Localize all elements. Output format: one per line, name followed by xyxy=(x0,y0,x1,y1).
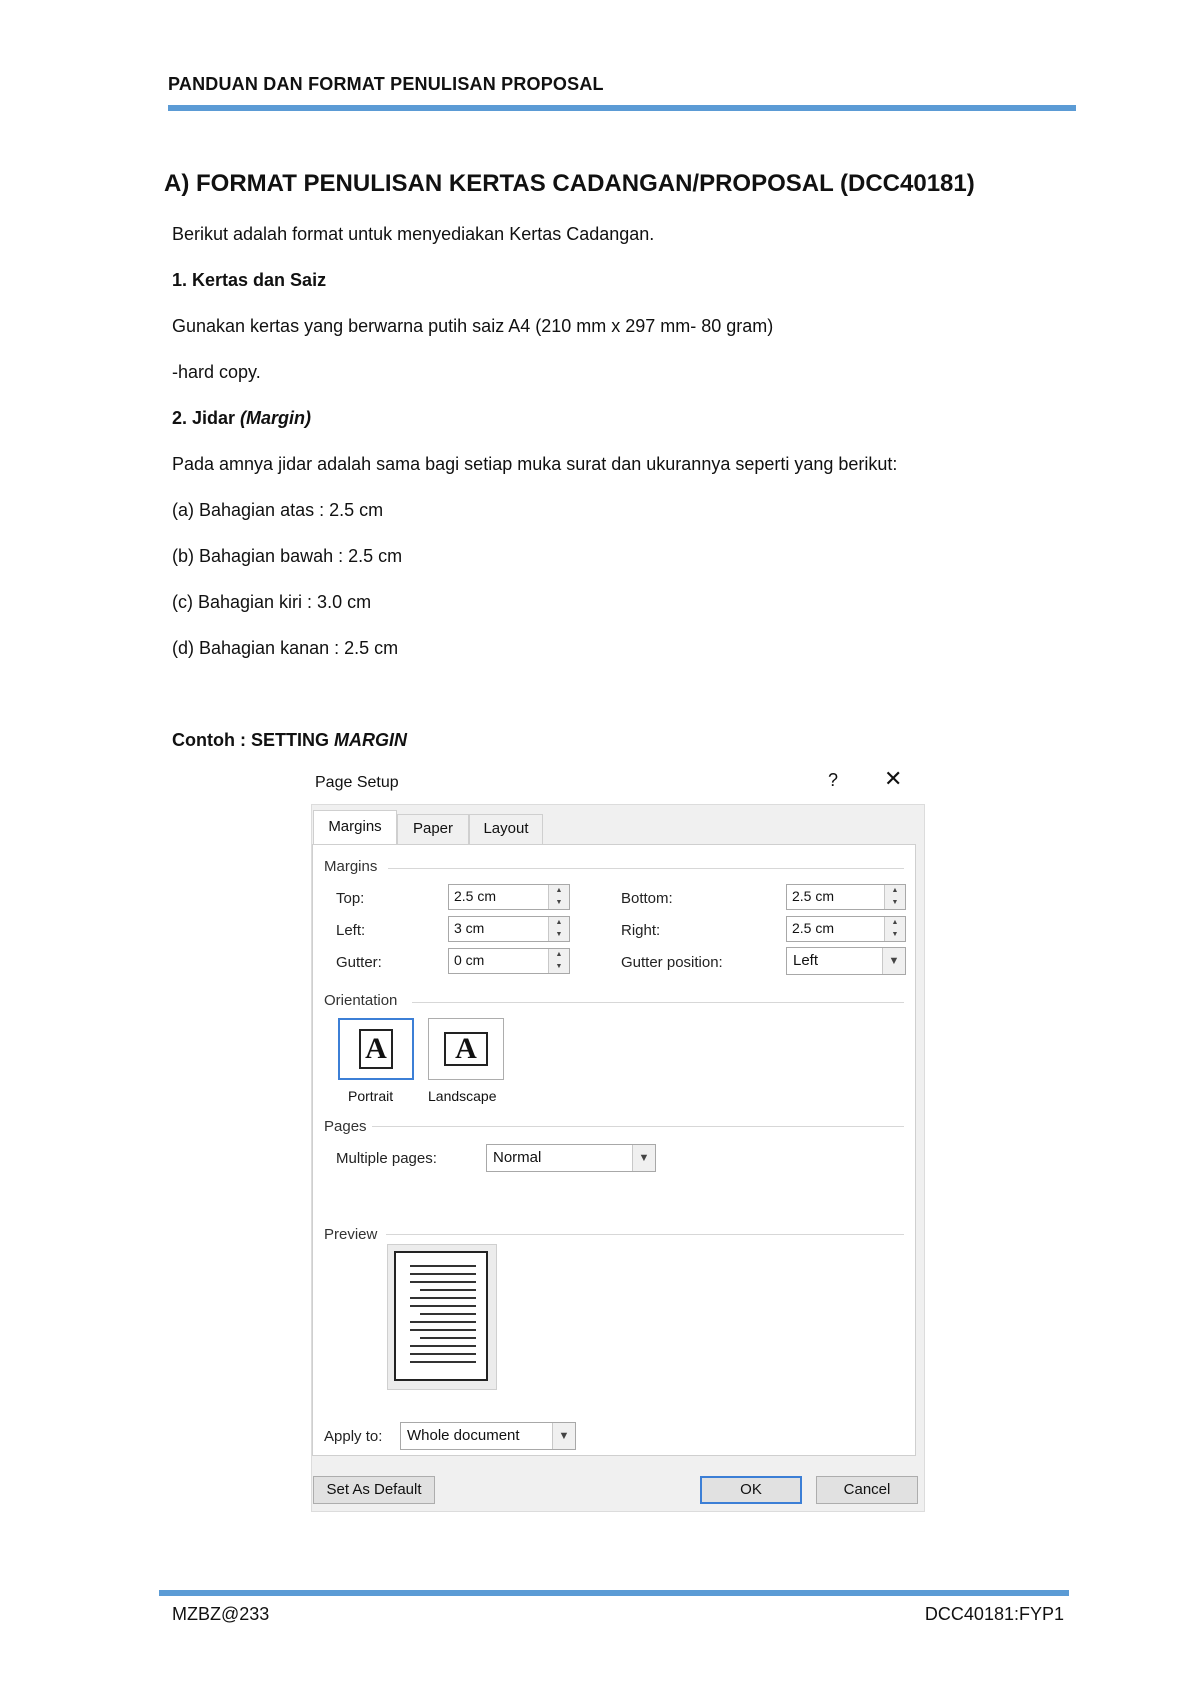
group-divider xyxy=(412,1002,904,1003)
portrait-option[interactable] xyxy=(338,1018,414,1080)
preview-line xyxy=(420,1313,476,1315)
close-icon[interactable]: ✕ xyxy=(884,766,903,791)
apply-to-value: Whole document xyxy=(407,1427,520,1444)
margin-item: (c) Bahagian kiri : 3.0 cm xyxy=(172,592,372,612)
preview-line xyxy=(410,1353,476,1355)
cancel-button[interactable]: Cancel xyxy=(816,1476,918,1504)
spin-up-icon[interactable]: ▲ xyxy=(555,919,563,926)
spinner-buttons[interactable] xyxy=(884,885,905,909)
landscape-label[interactable]: Landscape xyxy=(428,1088,497,1104)
chevron-down-icon[interactable]: ▼ xyxy=(552,1423,575,1449)
item2-title: 2. Jidar (Margin) xyxy=(172,408,312,428)
preview-line xyxy=(420,1337,476,1339)
spin-down-icon[interactable]: ▼ xyxy=(891,899,899,906)
item1-text: Gunakan kertas yang berwarna putih saiz A4 (210 mm x 297 mm- 80 gram) xyxy=(172,316,774,336)
margin-item: (d) Bahagian kanan : 2.5 cm xyxy=(172,638,399,658)
preview-line xyxy=(410,1329,476,1331)
spin-down-icon[interactable]: ▼ xyxy=(555,931,563,938)
footer-left: MZBZ@233 xyxy=(172,1604,270,1624)
chevron-down-icon[interactable]: ▼ xyxy=(882,948,905,974)
preview-line xyxy=(410,1361,476,1363)
preview-line xyxy=(410,1297,476,1299)
multiple-pages-value: Normal xyxy=(493,1149,542,1166)
tab-margins[interactable]: Margins xyxy=(313,810,397,844)
gutter-value: 0 cm xyxy=(454,952,485,968)
tab-paper[interactable]: Paper xyxy=(397,814,469,844)
margins-group-label: Margins xyxy=(324,858,378,875)
preview-line xyxy=(410,1345,476,1347)
apply-to-label: Apply to: xyxy=(324,1428,383,1445)
gutter-position-value: Left xyxy=(793,952,819,969)
portrait-page-icon: A xyxy=(359,1029,393,1069)
dialog-title: Page Setup xyxy=(315,774,399,791)
example-label: Contoh : SETTING MARGIN xyxy=(172,730,407,750)
tab-layout[interactable]: Layout xyxy=(469,814,543,844)
spin-up-icon[interactable]: ▲ xyxy=(555,887,563,894)
chevron-down-icon[interactable]: ▼ xyxy=(632,1145,655,1171)
intro-text: Berikut adalah format untuk menyediakan Kertas Cadangan. xyxy=(172,224,655,244)
spinner-buttons[interactable] xyxy=(548,949,569,973)
top-margin-value: 2.5 cm xyxy=(454,888,497,904)
multiple-pages-label: Multiple pages: xyxy=(336,1150,437,1167)
bottom-margin-value: 2.5 cm xyxy=(792,888,835,904)
bottom-label: Bottom: xyxy=(621,890,673,907)
multiple-pages-select[interactable] xyxy=(486,1144,656,1172)
landscape-option[interactable] xyxy=(428,1018,504,1080)
spinner-buttons[interactable] xyxy=(548,885,569,909)
preview-line xyxy=(410,1321,476,1323)
spin-down-icon[interactable]: ▼ xyxy=(555,899,563,906)
gutter-position-select[interactable] xyxy=(786,947,906,975)
preview-page-icon xyxy=(394,1251,488,1381)
preview-group-label: Preview xyxy=(324,1226,378,1243)
item1-title: 1. Kertas dan Saiz xyxy=(172,270,327,290)
left-margin-value: 3 cm xyxy=(454,920,485,936)
spinner-buttons[interactable] xyxy=(884,917,905,941)
preview-line xyxy=(410,1265,476,1267)
group-divider xyxy=(386,1234,904,1235)
top-margin-spinner[interactable] xyxy=(448,884,570,910)
footer-right: DCC40181:FYP1 xyxy=(924,1604,1064,1624)
spin-down-icon[interactable]: ▼ xyxy=(891,931,899,938)
bottom-margin-spinner[interactable] xyxy=(786,884,906,910)
landscape-page-icon: A xyxy=(444,1032,488,1066)
item1-note: -hard copy. xyxy=(172,362,261,382)
gutter-position-label: Gutter position: xyxy=(621,954,723,971)
group-divider xyxy=(388,868,904,869)
document-header-title: PANDUAN DAN FORMAT PENULISAN PROPOSAL xyxy=(168,74,604,94)
group-divider xyxy=(372,1126,904,1127)
page-preview xyxy=(387,1244,497,1390)
right-margin-spinner[interactable] xyxy=(786,916,906,942)
pages-group-label: Pages xyxy=(324,1118,367,1135)
spin-up-icon[interactable]: ▲ xyxy=(555,951,563,958)
margin-item: (b) Bahagian bawah : 2.5 cm xyxy=(172,546,403,566)
help-button[interactable]: ? xyxy=(828,770,839,790)
spin-up-icon[interactable]: ▲ xyxy=(891,887,899,894)
right-label: Right: xyxy=(621,922,661,939)
left-margin-spinner[interactable] xyxy=(448,916,570,942)
spinner-buttons[interactable] xyxy=(548,917,569,941)
portrait-label[interactable]: Portrait xyxy=(348,1088,394,1104)
preview-line xyxy=(420,1289,476,1291)
top-label: Top: xyxy=(336,890,365,907)
header-rule xyxy=(168,105,1076,111)
preview-line xyxy=(410,1281,476,1283)
item2-text: Pada amnya jidar adalah sama bagi setiap muka surat dan ukurannya seperti yang berikut: xyxy=(172,454,898,474)
left-label: Left: xyxy=(336,922,366,939)
gutter-label: Gutter: xyxy=(336,954,382,971)
ok-button[interactable]: OK xyxy=(700,1476,802,1504)
section-heading: A) FORMAT PENULISAN KERTAS CADANGAN/PROPOSAL (DCC40181) xyxy=(164,170,975,197)
orientation-group-label: Orientation xyxy=(324,992,398,1009)
preview-line xyxy=(410,1273,476,1275)
spin-up-icon[interactable]: ▲ xyxy=(891,919,899,926)
set-as-default-button[interactable]: Set As Default xyxy=(313,1476,435,1504)
spin-down-icon[interactable]: ▼ xyxy=(555,963,563,970)
preview-line xyxy=(410,1305,476,1307)
gutter-spinner[interactable] xyxy=(448,948,570,974)
apply-to-select[interactable] xyxy=(400,1422,576,1450)
margin-item: (a) Bahagian atas : 2.5 cm xyxy=(172,500,384,520)
footer-rule xyxy=(159,1590,1069,1596)
right-margin-value: 2.5 cm xyxy=(792,920,835,936)
